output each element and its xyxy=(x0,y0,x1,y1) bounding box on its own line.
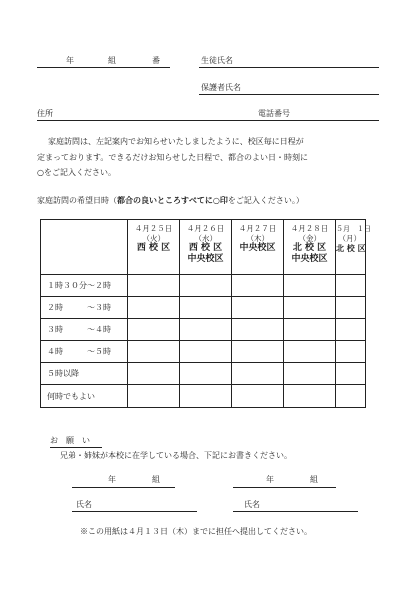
corner-cell xyxy=(41,220,128,275)
answer-cell[interactable] xyxy=(128,319,180,341)
request-bold: 都合の良いところすべてに○印 xyxy=(117,196,228,205)
col-header-2 xyxy=(232,220,284,275)
answer-cell[interactable] xyxy=(284,319,336,341)
col-weekday: （水） xyxy=(194,234,217,243)
row-time-label: １時３０分～２時 xyxy=(41,275,128,297)
answer-cell[interactable] xyxy=(128,341,180,363)
col-header-4 xyxy=(336,220,371,275)
sibling1-class-label: 組 xyxy=(152,475,160,484)
col-date: ４月２５日 xyxy=(134,224,173,233)
table-row xyxy=(41,319,366,341)
answer-cell[interactable] xyxy=(336,363,366,385)
answer-cell[interactable] xyxy=(336,385,366,408)
answer-cell[interactable] xyxy=(336,297,366,319)
table-row xyxy=(41,297,366,319)
col-campus: 中央校区 xyxy=(239,243,276,253)
answer-cell[interactable] xyxy=(180,275,232,297)
answer-cell[interactable] xyxy=(128,275,180,297)
col-campus: 西 校 区 xyxy=(188,243,223,253)
col-header-1 xyxy=(180,220,232,275)
answer-cell[interactable] xyxy=(180,363,232,385)
notice-title-underline xyxy=(50,447,102,448)
sibling1-class-underline[interactable] xyxy=(72,487,175,488)
col-weekday: （火） xyxy=(142,234,165,243)
row-time-label: ５時以降 xyxy=(41,363,128,385)
answer-cell[interactable] xyxy=(180,297,232,319)
answer-cell[interactable] xyxy=(128,385,180,408)
answer-cell[interactable] xyxy=(336,319,366,341)
sibling1-year-label: 年 xyxy=(108,475,116,484)
col-date: ４月２６日 xyxy=(186,224,225,233)
submission-deadline-note: ※この用紙は４月１３日（木）までに担任へ提出してください。 xyxy=(80,527,312,536)
address-phone-underline[interactable] xyxy=(37,120,379,121)
grade-label: 年 xyxy=(66,56,74,65)
answer-cell[interactable] xyxy=(336,275,366,297)
sibling2-year-label: 年 xyxy=(266,475,274,484)
guardian-name-underline[interactable] xyxy=(199,94,379,95)
student-name-label: 生徒氏名 xyxy=(201,56,233,65)
row-time-label: 何時でもよい xyxy=(41,385,128,408)
answer-cell[interactable] xyxy=(128,297,180,319)
request-suffix: をご記入ください。） xyxy=(227,196,304,205)
col-weekday: （月） xyxy=(338,234,361,243)
number-label: 番 xyxy=(152,56,160,65)
table-row xyxy=(41,275,366,297)
request-prefix: 家庭訪問の希望日時（ xyxy=(37,196,117,205)
answer-cell[interactable] xyxy=(232,275,284,297)
intro-line-3: ○をご記入ください。 xyxy=(37,168,116,177)
student-name-underline[interactable] xyxy=(199,67,379,68)
col-date: ５月 １日 xyxy=(336,225,371,233)
table-row xyxy=(41,341,366,363)
answer-cell[interactable] xyxy=(232,297,284,319)
col-weekday: （金） xyxy=(298,234,321,243)
grade-class-number-underline xyxy=(37,67,170,68)
col-campus-2: 中央校区 xyxy=(187,254,224,264)
sibling2-name-label: 氏名 xyxy=(244,500,260,509)
row-time-label: ２時 ～３時 xyxy=(41,297,128,319)
col-campus: 北 校 区 xyxy=(336,244,366,253)
col-weekday: （木） xyxy=(246,234,269,243)
intro-line-1: 家庭訪問は、左記案内でお知らせいたしましたように、校区毎に日程が xyxy=(48,137,304,146)
col-campus: 北 校 区 xyxy=(292,243,327,253)
answer-cell[interactable] xyxy=(284,275,336,297)
sibling2-class-underline[interactable] xyxy=(233,487,336,488)
header-row xyxy=(41,220,366,275)
answer-cell[interactable] xyxy=(180,341,232,363)
col-campus: 西 校 区 xyxy=(136,243,171,253)
address-label: 住所 xyxy=(37,109,53,118)
table-row xyxy=(41,363,366,385)
col-date: ４月２７日 xyxy=(238,224,277,233)
answer-cell[interactable] xyxy=(232,385,284,408)
col-header-0 xyxy=(128,220,180,275)
answer-cell[interactable] xyxy=(128,363,180,385)
request-line xyxy=(37,196,304,206)
phone-label: 電話番号 xyxy=(258,109,290,118)
notice-title: お 願 い xyxy=(50,436,90,445)
intro-line-2: 定まっております。できるだけお知らせした日程で、都合のよい日・時刻に xyxy=(37,153,308,162)
answer-cell[interactable] xyxy=(284,297,336,319)
answer-cell[interactable] xyxy=(284,363,336,385)
answer-cell[interactable] xyxy=(284,385,336,408)
notice-body: 兄弟・姉妹が本校に在学している場合、下記にお書きください。 xyxy=(60,451,292,460)
answer-cell[interactable] xyxy=(336,341,366,363)
sibling1-name-underline[interactable] xyxy=(72,511,197,512)
answer-cell[interactable] xyxy=(180,385,232,408)
answer-cell[interactable] xyxy=(232,341,284,363)
schedule-table xyxy=(40,219,371,408)
sibling2-class-label: 組 xyxy=(310,475,318,484)
answer-cell[interactable] xyxy=(232,319,284,341)
row-time-label: ３時 ～４時 xyxy=(41,319,128,341)
sibling1-name-label: 氏名 xyxy=(76,500,92,509)
table-row xyxy=(41,385,366,408)
col-header-3 xyxy=(284,220,336,275)
answer-cell[interactable] xyxy=(180,319,232,341)
col-date: ４月２８日 xyxy=(290,224,329,233)
sibling2-name-underline[interactable] xyxy=(233,511,358,512)
col-campus-2: 中央校区 xyxy=(291,254,328,264)
guardian-name-label: 保護者氏名 xyxy=(201,83,241,92)
answer-cell[interactable] xyxy=(232,363,284,385)
class-label: 組 xyxy=(108,56,116,65)
row-time-label: ４時 ～５時 xyxy=(41,341,128,363)
answer-cell[interactable] xyxy=(284,341,336,363)
